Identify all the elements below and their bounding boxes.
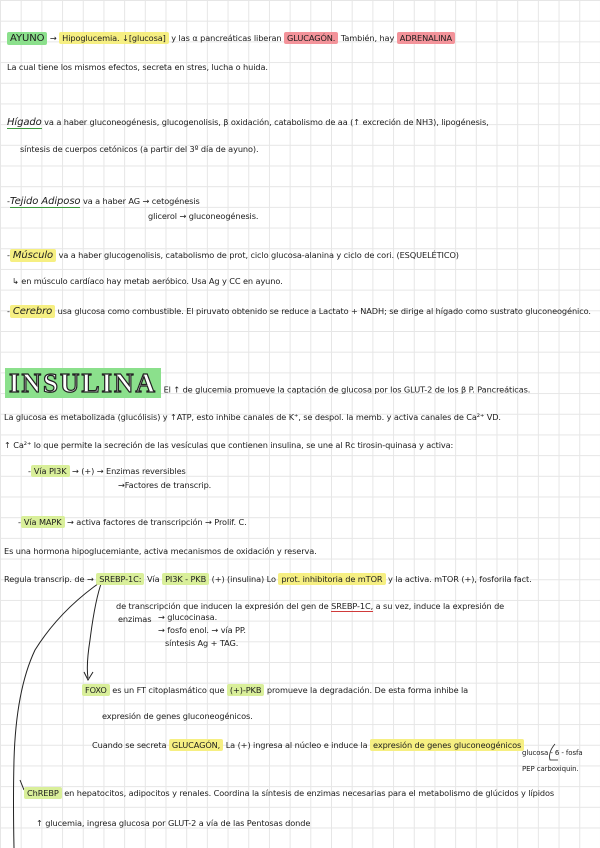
- insulina-line: [5, 368, 530, 405]
- text: promueve la degradación. De esta forma inhibe la: [266, 685, 469, 695]
- enzima-item: → fosfo enol. → vía PP.: [158, 625, 246, 635]
- adiposo-title: Tejido Adiposo: [9, 196, 81, 207]
- hormona-line: Es una hormona hipoglucemiante, activa mecanismos de oxidación y reserva.: [4, 546, 317, 556]
- adiposo-line: -Tejido Adiposo va a haber AG → cetogénesis: [7, 196, 200, 207]
- cerebro-title: Cerebro: [10, 305, 55, 318]
- adiposo-ag: AG → cetogénesis: [128, 196, 200, 206]
- regula-line: Regula transcrip. de → SREBP-1C: Vía PI3K - PKB (+) (insulina) Lo prot. inhibitoria de mTOR y la activa. mTOR (+), fosforila fact.: [4, 574, 532, 584]
- higado-text-2: síntesis de cuerpos cetónicos (a partir del 3º día de ayuno).: [20, 144, 259, 154]
- cerebro-line: - Cerebro usa glucosa como combustible. El piruvato obtenido se reduce a Lactato + NADH; se dirige al hígado como sustrato gluconeogénico.: [7, 306, 591, 317]
- cerebro-text: usa glucosa como combustible. El piruvato obtenido se reduce a Lactato + NADH; se dirige al hígado como sustrato gluconeogénico.: [57, 306, 591, 316]
- text: de transcripción que inducen la expresión del gen de: [116, 601, 329, 611]
- text: α pancreáticas liberan: [192, 33, 282, 43]
- via-mapk-tag: Vía MAPK: [21, 516, 65, 528]
- ayuno-line: [7, 33, 455, 44]
- musculo-cardiaco: ↳ en músculo cardíaco hay metab aeróbico. Usa Ag y CC en ayuno.: [12, 276, 283, 286]
- chrebp-tag: ChREBP: [24, 787, 62, 799]
- via-mapk-line: - Vía MAPK → activa factores de transcripción → Prolif. C.: [18, 517, 247, 527]
- text: Cuando se secreta: [92, 740, 167, 750]
- foxo-tag: FOXO: [82, 684, 110, 696]
- transcripcion-line: [116, 601, 504, 612]
- text: También, hay: [340, 33, 395, 43]
- adrenalina-note: La cual tiene los mismos efectos, secreta en stres, lucha o huida.: [7, 62, 268, 72]
- text: y las: [171, 33, 190, 43]
- glucagon-tag-2: GLUCAGÓN,: [169, 739, 223, 751]
- pi3k-pkb-tag: PI3K - PKB: [162, 573, 209, 585]
- srebp-tag: SREBP-1C:: [96, 573, 144, 585]
- via-pi3k-item: Enzimas reversibles: [106, 466, 186, 476]
- musculo-text: va a haber glucogenolisis, catabolismo de prot, ciclo glucosa-alanina y ciclo de cori. (ESQUELÉTICO): [58, 250, 459, 260]
- srebp1c-tag: SREBP-1C,: [331, 601, 374, 611]
- chrebp-line-2: ↑ glucemia, ingresa glucosa por GLUT-2 a vía de las Pentosas donde: [36, 818, 311, 828]
- adrenalina-tag: ADRENALINA: [397, 32, 455, 44]
- glucosa-line: La glucosa es metabolizada (glucólisis) y ↑ATP, esto inhibe canales de K⁺, se despol. la memb. y activa canales de Ca²⁺ VD.: [4, 412, 501, 422]
- via-pi3k-line: - Vía PI3K → (+) → Enzimas reversibles: [28, 466, 186, 476]
- higado-title: Hígado: [7, 117, 42, 128]
- musculo-line: - Músculo va a haber glucogenolisis, catabolismo de prot, ciclo glucosa-alanina y ciclo de cori. (ESQUELÉTICO): [7, 250, 459, 261]
- chrebp-text: en hepatocitos, adipocitos y renales. Coordina la síntesis de enzimas necesarias para el metabolismo de glúcidos y lípidos: [64, 788, 555, 798]
- text: Regula transcrip. de: [4, 574, 85, 584]
- via-pi3k-item-label: Factores de transcrip.: [124, 480, 212, 490]
- adiposo-glicerol: glicerol → gluconeogénesis.: [148, 211, 259, 221]
- enzima-item: síntesis Ag + TAG.: [165, 638, 239, 648]
- pkb-tag: (+)-PKB: [227, 684, 264, 696]
- text: a su vez, induce la expresión de: [375, 601, 505, 611]
- higado-line: [7, 117, 489, 128]
- text: es un FT citoplasmático que: [112, 685, 225, 695]
- text: y la activa. mTOR (+), fosforila fact.: [388, 574, 532, 584]
- hipoglucemia-tag: Hipoglucemia. ↓[glucosa]: [59, 32, 169, 44]
- foxo-sub-1: glucosa - 6 - fosfa: [522, 749, 583, 757]
- via-mapk-text: → activa factores de transcripción → Prolif. C.: [67, 517, 247, 527]
- expresion-tag: expresión de genes gluconeogénicos: [370, 739, 524, 751]
- text: Vía: [146, 574, 160, 584]
- via-pi3k-tag: Vía PI3K: [31, 465, 70, 477]
- text: (+) (insulina) Lo: [211, 574, 276, 584]
- text: La (+) ingresa al núcleo e induce la: [225, 740, 368, 750]
- foxo-line: [82, 685, 468, 696]
- insulina-title: INSULINA: [5, 368, 161, 398]
- calcio-line: ↑ Ca²⁺ lo que permite la secreción de las vesículas que contienen insulina, se une al Rc tirosin-quinasa y activa:: [4, 440, 454, 450]
- via-pi3k-item: →Factores de transcrip.: [118, 480, 212, 490]
- insulina-text: El ↑ de glucemia promueve la captación de glucosa por los GLUT-2 de los β P. Pancreáticas.: [163, 384, 531, 395]
- enzima-item: → glucocinasa.: [158, 612, 218, 622]
- higado-text: va a haber gluconeogénesis, glucogenolisis, β oxidación, catabolismo de aa (↑ excreción de NH3), lipogénesis,: [44, 117, 489, 127]
- musculo-title: Músculo: [10, 249, 56, 262]
- foxo-line-2: expresión de genes gluconeogénicos.: [102, 711, 253, 721]
- arrow: →: [49, 33, 57, 43]
- glucagon-tag: GLUCAGÓN.: [284, 32, 338, 44]
- foxo-line-3: [92, 740, 524, 751]
- mtor-tag: prot. inhibitoria de mTOR: [278, 573, 385, 585]
- ayuno-tag: AYUNO: [7, 32, 47, 45]
- foxo-sub-2: PEP carboxiquin.: [522, 765, 579, 773]
- enzimas-label: enzimas: [118, 614, 152, 624]
- chrebp-line: [24, 788, 554, 799]
- text: va a haber: [82, 196, 126, 206]
